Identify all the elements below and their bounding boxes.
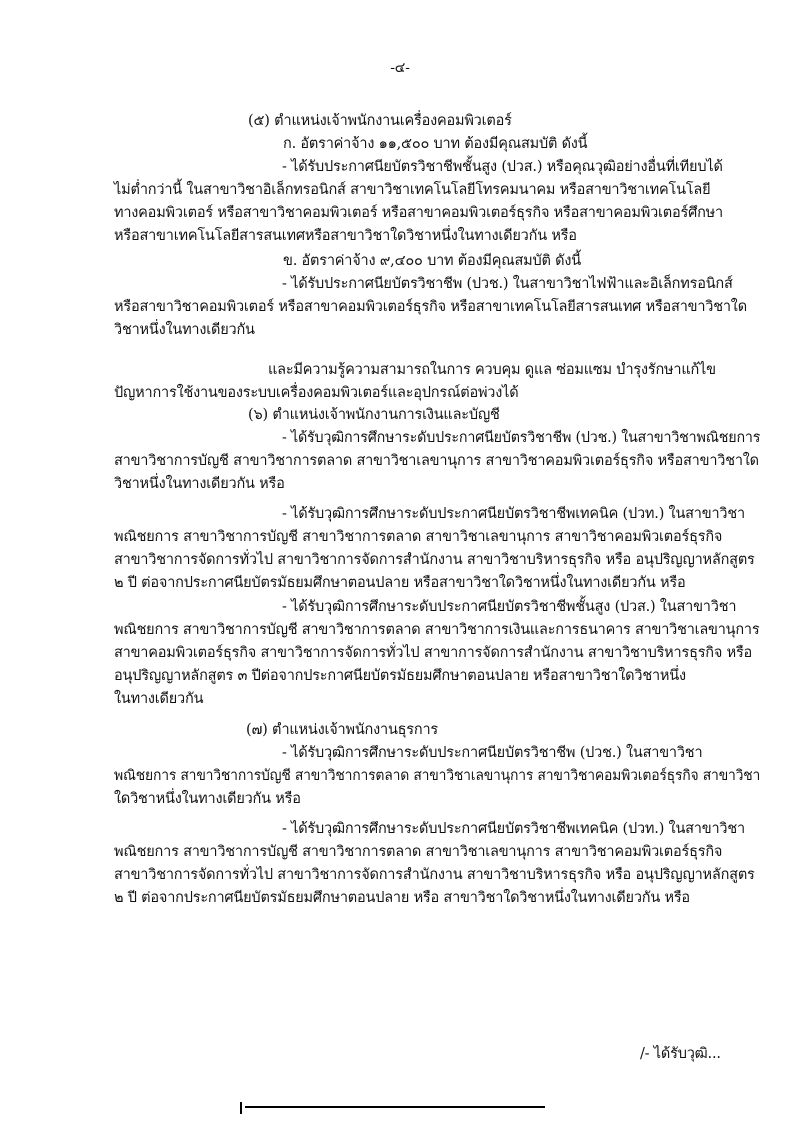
rate-b-line: วิชาหนึ่งในทางเดียวกัน: [114, 322, 255, 338]
scan-edge-tick: [240, 1102, 242, 1114]
page-number: -๔-: [390, 60, 410, 76]
admin-tech-line: ๒ ปี ต่อจากประกาศนียบัตรมัธยมศึกษาตอนปลาย หรือ สาขาวิชาใดวิชาหนึ่งในทางเดียวกัน หรือ: [114, 890, 690, 906]
continuation-marker: /- ได้รับวุฒิ...: [640, 1046, 721, 1062]
admin-voc-line: พณิชยการ สาขาวิชาการบัญชี สาขาวิชาการตลาด สาขาวิชาเลขานุการ สาขาวิชาคอมพิวเตอร์ธุรกิจ สาขาวิชา: [114, 768, 761, 784]
finance-voc-line: สาขาวิชาการบัญชี สาขาวิชาการตลาด สาขาวิชาเลขานุการ สาขาวิชาคอมพิวเตอร์ธุรกิจ หรือสาขาวิชาใด: [114, 453, 759, 469]
section-heading-admin-officer: (๗) ตำแหน่งเจ้าพนักงานธุรการ: [246, 722, 439, 738]
rate-a-line: - ได้รับประกาศนียบัตรวิชาชีพชั้นสูง (ปวส.) หรือคุณวุฒิอย่างอื่นที่เทียบได้: [282, 159, 723, 175]
finance-high-line: สาขาคอมพิวเตอร์ธุรกิจ สาขาวิชาการจัดการทั่วไป สาขาการจัดการสำนักงาน สาขาวิชาบริหารธุรกิจ หรือ: [114, 645, 753, 661]
rate-a-line: ทางคอมพิวเตอร์ หรือสาขาวิชาคอมพิวเตอร์ หรือสาขาคอมพิวเตอร์ธุรกิจ หรือสาขาคอมพิวเตอร์ศึกษา: [114, 205, 723, 221]
admin-tech-line: สาขาวิชาการจัดการทั่วไป สาขาวิชาการจัดการสำนักงาน สาขาวิชาบริหารธุรกิจ หรือ อนุปริญญาหลักสูตร: [114, 867, 755, 883]
finance-voc-line: - ได้รับวุฒิการศึกษาระดับประกาศนียบัตรวิชาชีพ (ปวช.) ในสาขาวิชาพณิชยการ: [282, 430, 761, 446]
rate-a-title: ก. อัตราค่าจ้าง ๑๑,๕๐๐ บาท ต้องมีคุณสมบัติ ดังนี้: [283, 136, 588, 152]
finance-high-line: - ได้รับวุฒิการศึกษาระดับประกาศนียบัตรวิชาชีพชั้นสูง (ปวส.) ในสาขาวิชา: [282, 599, 737, 615]
ability-line: และมีความรู้ความสามารถในการ ควบคุม ดูแล ซ่อมแซม บำรุงรักษาแก้ไข: [268, 362, 716, 378]
finance-tech-line: สาขาวิชาการจัดการทั่วไป สาขาวิชาการจัดการสำนักงาน สาขาวิชาบริหารธุรกิจ หรือ อนุปริญญาหลักสูตร: [114, 552, 755, 568]
scan-edge-line: [245, 1106, 545, 1108]
rate-a-line: หรือสาขาเทคโนโลยีสารสนเทศหรือสาขาวิชาใดวิชาหนึ่งในทางเดียวกัน หรือ: [114, 228, 577, 244]
finance-high-line: อนุปริญญาหลักสูตร ๓ ปีต่อจากประกาศนียบัตรมัธยมศึกษาตอนปลาย หรือสาขาวิชาใดวิชาหนึ่ง: [114, 668, 686, 684]
admin-voc-line: ใดวิชาหนึ่งในทางเดียวกัน หรือ: [114, 791, 301, 807]
admin-tech-line: - ได้รับวุฒิการศึกษาระดับประกาศนียบัตรวิชาชีพเทคนิค (ปวท.) ในสาขาวิชา: [282, 821, 745, 837]
rate-b-title: ข. อัตราค่าจ้าง ๙,๔๐๐ บาท ต้องมีคุณสมบัติ ดังนี้: [283, 253, 581, 269]
section-heading-finance-officer: (๖) ตำแหน่งเจ้าพนักงานการเงินและบัญชี: [248, 407, 500, 423]
finance-high-line: พณิชยการ สาขาวิชาการบัญชี สาขาวิชาการตลาด สาขาวิชาการเงินและการธนาคาร สาขาวิชาเลขานุการ: [114, 622, 760, 638]
finance-voc-line: วิชาหนึ่งในทางเดียวกัน หรือ: [114, 476, 285, 492]
finance-tech-line: ๒ ปี ต่อจากประกาศนียบัตรมัธยมศึกษาตอนปลาย หรือสาขาวิชาใดวิชาหนึ่งในทางเดียวกัน หรือ: [114, 575, 686, 591]
finance-tech-line: - ได้รับวุฒิการศึกษาระดับประกาศนียบัตรวิชาชีพเทคนิค (ปวท.) ในสาขาวิชา: [282, 506, 745, 522]
section-heading-computer-officer: (๕) ตำแหน่งเจ้าพนักงานเครื่องคอมพิวเตอร์: [248, 113, 512, 129]
rate-b-line: หรือสาขาวิชาคอมพิวเตอร์ หรือสาขาคอมพิวเตอร์ธุรกิจ หรือสาขาเทคโนโลยีสารสนเทศ หรือสาขาวิชาใด: [114, 299, 747, 315]
admin-tech-line: พณิชยการ สาขาวิชาการบัญชี สาขาวิชาการตลาด สาขาวิชาเลขานุการ สาขาวิชาคอมพิวเตอร์ธุรกิจ: [114, 844, 723, 860]
rate-b-line: - ได้รับประกาศนียบัตรวิชาชีพ (ปวช.) ในสาขาวิชาไฟฟ้าและอิเล็กทรอนิกส์: [282, 276, 733, 292]
finance-tech-line: พณิชยการ สาขาวิชาการบัญชี สาขาวิชาการตลาด สาขาวิชาเลขานุการ สาขาวิชาคอมพิวเตอร์ธุรกิจ: [114, 529, 723, 545]
rate-a-line: ไม่ต่ำกว่านี้ ในสาขาวิชาอิเล็กทรอนิกส์ สาขาวิชาเทคโนโลยีโทรคมนาคม หรือสาขาวิชาเทคโนโลยี: [114, 182, 711, 198]
finance-high-line: ในทางเดียวกัน: [114, 691, 204, 707]
admin-voc-line: - ได้รับวุฒิการศึกษาระดับประกาศนียบัตรวิชาชีพ (ปวช.) ในสาขาวิชา: [282, 745, 703, 761]
ability-line: ปัญหาการใช้งานของระบบเครื่องคอมพิวเตอร์และอุปกรณ์ต่อพ่วงได้: [114, 385, 519, 401]
